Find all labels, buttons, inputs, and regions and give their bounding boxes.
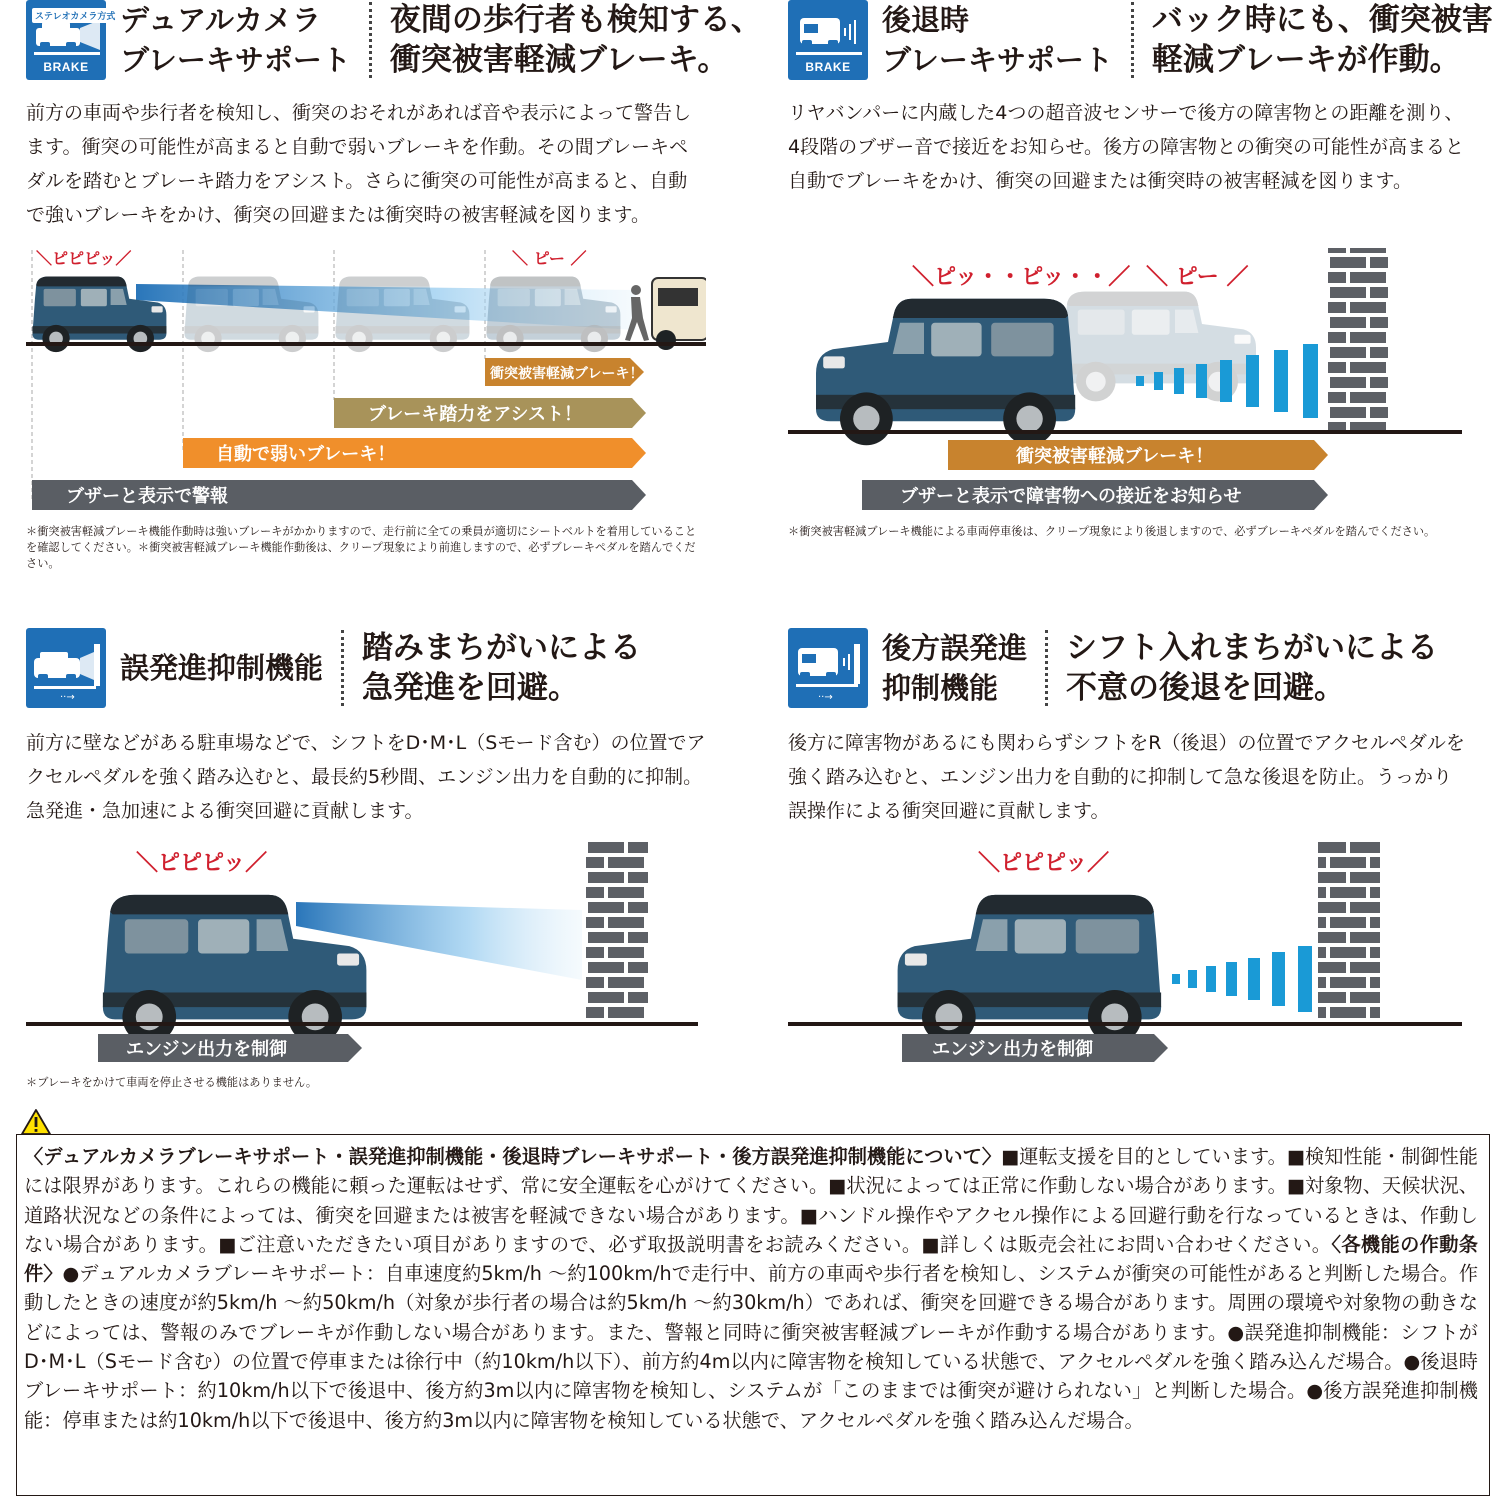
badge-label: BRAKE xyxy=(43,60,89,74)
caution-text: 〈デュアルカメラブレーキサポート・誤発進抑制機能・後退時ブレーキサポート・後方誤発進抑制機能について〉■運転支援を目的としています。■検知性能・制御性能には限界があります。これらの機能に頼った運転はせず、常に安全運転を心がけてください。■状況によっては正常に作動しない場合があります。■対象物、天候状況、道路状況などの条件によっては、衝突を回避または被害を軽減できない場合があります。■ハンドル操作やアクセル操作による回避行動を行なっているときは、作動しない場合があります。■ご注意いただきたい項目がありますので、必ず取扱説明書をお読みください。■詳しくは販売会社にお問い合わせください。〈各機能の作動条件〉●デュアルカメラブレーキサポート：自車速度約5km/h ～約100km/hで走行中、前方の車両や歩行者を検知し、システムが衝突の可能性があると判断した場合。作動したときの速度が約5km/h ～約50km/h（対象が歩行者の場合は約5km/h ～約30km/h）であれば、衝突を回避できる場合があります。周囲の環境や対象物の動きなどによっては、警報のみでブレーキが作動しない場合があります。また、警報と同時に衝突被害軽減ブレーキが作動する場合があります。●誤発進抑制機能：シフトがD･M･L（Sモード含む）の位置で停車または徐行中（約10km/h以下）、前方約4m以内に障害物を検知している状態で、アクセルペダルを強く踏み込んだ場合。●後退時ブレーキサポート：約10km/h以下で後退中、後方約3m以内に障害物を検知し、システムが「このままでは衝突が避けられない」と判断した場合。●後方誤発進抑制機能：停車または約10km/h以下で後退中、後方約3m以内に障害物を検知している状態で、アクセルペダルを強く踏み込んだ場合。 xyxy=(24,1145,1479,1432)
svg-text:衝突被害軽減ブレーキ！: 衝突被害軽減ブレーキ！ xyxy=(1016,446,1214,467)
rear-acceleration-suppression-badge xyxy=(788,628,868,708)
panel4-description: 後方に障害物があるにも関わらずシフトをR（後退）の位置でアクセルペダルを強く踏み込むと、エンジン出力を自動的に抑制して急な後退を防止。うっかり誤操作による衝突回避に貢献します。 xyxy=(788,732,1465,822)
panel2-tagline: バック時にも、衝突被害 軽減ブレーキが作動。 xyxy=(1151,2,1493,78)
brick-wall xyxy=(586,840,648,1024)
brake-sound-label: ＼ ピー ／ xyxy=(512,249,587,268)
svg-text:ブザーと表示で障害物への接近をお知らせ: ブザーと表示で障害物への接近をお知らせ xyxy=(900,486,1242,507)
panel4-diagram xyxy=(788,840,1478,1070)
panel3-description: 前方に壁などがある駐車場などで、シフトをD･M･L（Sモード含む）の位置でアクセルペダルを強く踏み込むと、最長約5秒間、エンジン出力を自動的に抑制。急発進・急加速による衝突回避に貢献します。 xyxy=(26,732,706,822)
svg-text:··→: ··→ xyxy=(818,692,833,703)
panel4-header xyxy=(788,628,1438,708)
panel2-diagram xyxy=(788,240,1478,520)
svg-text:··→: ··→ xyxy=(60,692,75,703)
header-divider xyxy=(341,630,344,706)
warning-sound-label: ＼ピピピッ／ xyxy=(136,851,268,876)
panel3-diagram xyxy=(26,840,706,1070)
panel1-description: 前方の車両や歩行者を検知し、衝突のおそれがあれば音や表示によって警告します。衝突の可能性が高まると自動で弱いブレーキを作動。その間ブレーキペダルを踏むとブレーキ踏力をアシスト。さらに衝突の可能性が高まると、自動で強いブレーキをかけ、衝突の回避または衝突時の被害軽減を図ります。 xyxy=(26,102,692,226)
badge-tag: ステレオカメラ方式 xyxy=(32,8,118,23)
brick-wall xyxy=(1328,248,1388,434)
svg-text:ブレーキ踏力をアシスト！: ブレーキ踏力をアシスト！ xyxy=(368,404,583,425)
panel3-footnote: ＊ブレーキをかけて車両を停止させる機能はありません。 xyxy=(26,1076,318,1089)
car xyxy=(816,299,1075,445)
brake-sound-label: ＼ ピー ／ xyxy=(1146,265,1249,290)
svg-text:ブザーと表示で警報: ブザーと表示で警報 xyxy=(66,486,228,507)
stereo-camera-brake-badge xyxy=(26,0,116,80)
header-divider xyxy=(369,2,372,78)
car-rear-wall-icon xyxy=(788,628,868,708)
panel1-header xyxy=(26,0,762,80)
panel2-footnote: ＊衝突被害軽減ブレーキ機能による車両停車後は、クリープ現象により後退しますので、必ずブレーキペダルを踏んでください。 xyxy=(788,525,1436,538)
panel3-title: 誤発進抑制機能 xyxy=(120,651,324,685)
panel2-header xyxy=(788,0,1493,80)
svg-text:エンジン出力を制御: エンジン出力を制御 xyxy=(126,1039,288,1060)
panel4-title: 後方誤発進 抑制機能 xyxy=(882,631,1028,705)
car xyxy=(898,895,1162,1044)
panel3-header xyxy=(26,628,641,708)
header-divider xyxy=(1045,630,1048,706)
panel1-title: デュアルカメラ ブレーキサポート xyxy=(120,3,351,77)
ghost-car xyxy=(486,276,620,352)
car-wall-front-icon xyxy=(26,628,106,708)
warning-triangle-icon xyxy=(20,1108,52,1136)
panel4-tagline: シフト入れまちがいによる 不意の後退を回避。 xyxy=(1066,630,1439,706)
panel3-tagline: 踏みまちがいによる 急発進を回避。 xyxy=(362,630,642,706)
brick-wall xyxy=(1318,840,1380,1024)
svg-text:自動で弱いブレーキ！: 自動で弱いブレーキ！ xyxy=(216,444,396,465)
svg-text:衝突被害軽減ブレーキ！: 衝突被害軽減ブレーキ！ xyxy=(490,366,644,382)
ultrasonic-sensor-waves xyxy=(1172,946,1312,1012)
panel1-footnote: ＊衝突被害軽減ブレーキ機能作動時は強いブレーキがかかりますので、走行前に全ての乗員が適切にシートベルトを着用していることを確認してください。＊衝突被害軽減ブレーキ機能作動後は、クリープ現象により前進しますので、必ずブレーキペダルを踏んでください。 xyxy=(26,525,697,570)
warning-sound-label: ＼ピピピッ／ xyxy=(978,851,1110,876)
acceleration-suppression-badge xyxy=(26,628,106,708)
rear-brake-badge xyxy=(788,0,868,80)
proximity-sound-label: ＼ピッ・・ピッ・・／ xyxy=(912,265,1131,290)
warning-sound-label: ＼ピピピッ／ xyxy=(36,249,132,268)
svg-text:エンジン出力を制御: エンジン出力を制御 xyxy=(932,1039,1094,1060)
header-divider xyxy=(1131,2,1134,78)
panel2-title: 後退時 ブレーキサポート xyxy=(882,3,1113,77)
panel1-tagline: 夜間の歩行者も検知する、 衝突被害軽減ブレーキ。 xyxy=(389,2,762,78)
panel2-description: リヤバンパーに内蔵した4つの超音波センサーで後方の障害物との距離を測り、4段階のブザー音で接近をお知らせ。後方の障害物との衝突の可能性が高まると自動でブレーキをかけ、衝突の回避または衝突時の被害軽減を図ります。 xyxy=(788,102,1464,192)
badge-label: BRAKE xyxy=(805,60,851,74)
target-vehicle xyxy=(652,278,706,350)
